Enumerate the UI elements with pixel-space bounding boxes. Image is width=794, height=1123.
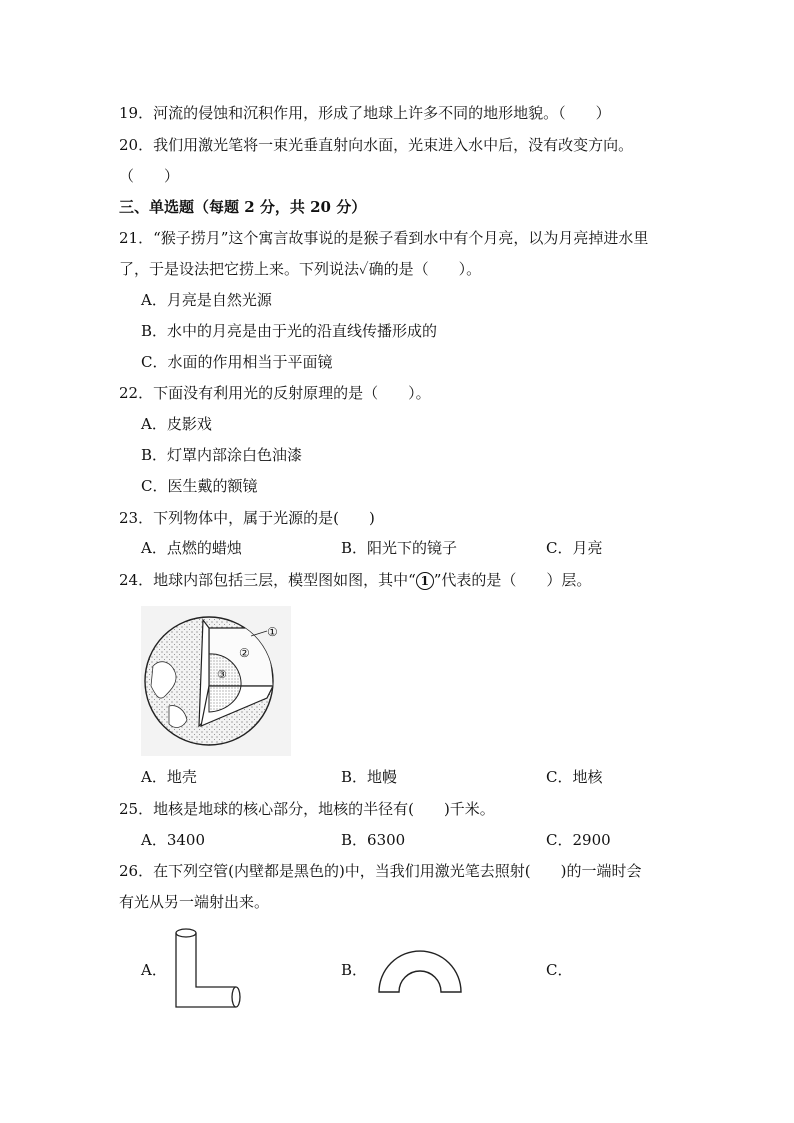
- question-26-line1: 26．在下列空管(内壁都是黑色的)中，当我们用激光笔去照射( )的一端时会: [119, 862, 642, 880]
- question-21-line2: 了，于是设法把它捞上来。下列说法✓确的是（ ）。: [119, 260, 482, 278]
- earth-layers-figure: [141, 606, 291, 756]
- figure-label-1: ①: [267, 625, 278, 639]
- question-21-option-c: C．水面的作用相当于平面镜: [141, 353, 333, 371]
- arch-tube-icon: [374, 940, 466, 996]
- question-26-option-a: A．: [141, 961, 167, 979]
- question-25-option-b: B．6300: [341, 831, 406, 849]
- section-title: 三、单选题（每题 2 分，共 20 分）: [119, 198, 367, 216]
- l-shaped-tube-icon: [170, 925, 250, 1015]
- question-25: 25．地核是地球的核心部分，地核的半径有( )千米。: [119, 800, 495, 818]
- question-23-option-c: C．月亮: [546, 539, 603, 557]
- question-24-option-b: B．地幔: [341, 768, 398, 786]
- question-22-option-b: B．灯罩内部涂白色油漆: [141, 446, 303, 464]
- question-22-option-a: A．皮影戏: [141, 415, 212, 433]
- figure-label-2: ②: [239, 646, 250, 660]
- question-19: 19．河流的侵蚀和沉积作用，形成了地球上许多不同的地形地貌。（ ）: [119, 104, 611, 122]
- question-20: 20．我们用激光笔将一束光垂直射向水面，光束进入水中后，没有改变方向。: [119, 136, 634, 154]
- question-22-option-c: C．医生戴的额镜: [141, 477, 258, 495]
- question-22: 22．下面没有利用光的反射原理的是（ ）。: [119, 384, 431, 402]
- question-24-option-a: A．地壳: [141, 768, 197, 786]
- question-20-answer-paren: （ ）: [119, 167, 180, 185]
- question-26-line2: 有光从另一端射出来。: [119, 893, 270, 911]
- question-21-option-b: B．水中的月亮是由于光的沿直线传播形成的: [141, 322, 438, 340]
- question-26-option-b: B．: [341, 961, 368, 979]
- question-26-option-c: C．: [546, 961, 573, 979]
- question-23-option-a: A．点燃的蜡烛: [141, 539, 242, 557]
- question-25-option-c: C．2900: [546, 831, 611, 849]
- question-21-option-a: A．月亮是自然光源: [141, 291, 272, 309]
- question-23-option-b: B．阳光下的镜子: [341, 539, 458, 557]
- circled-number-marker: 1: [416, 572, 434, 590]
- question-25-option-a: A．3400: [141, 831, 206, 849]
- question-24-text-before: 24．地球内部包括三层，模型图如图，其中“: [119, 571, 416, 589]
- question-24-text-after: ”代表的是（ ）层。: [433, 571, 592, 589]
- question-24-option-c: C．地核: [546, 768, 603, 786]
- question-21-line1: 21．“猴子捞月”这个寓言故事说的是猴子看到水中有个月亮，以为月亮掉进水里: [119, 229, 649, 247]
- figure-label-3: ③: [217, 668, 227, 681]
- question-23: 23．下列物体中，属于光源的是( ): [119, 509, 375, 527]
- question-24: [119, 570, 591, 590]
